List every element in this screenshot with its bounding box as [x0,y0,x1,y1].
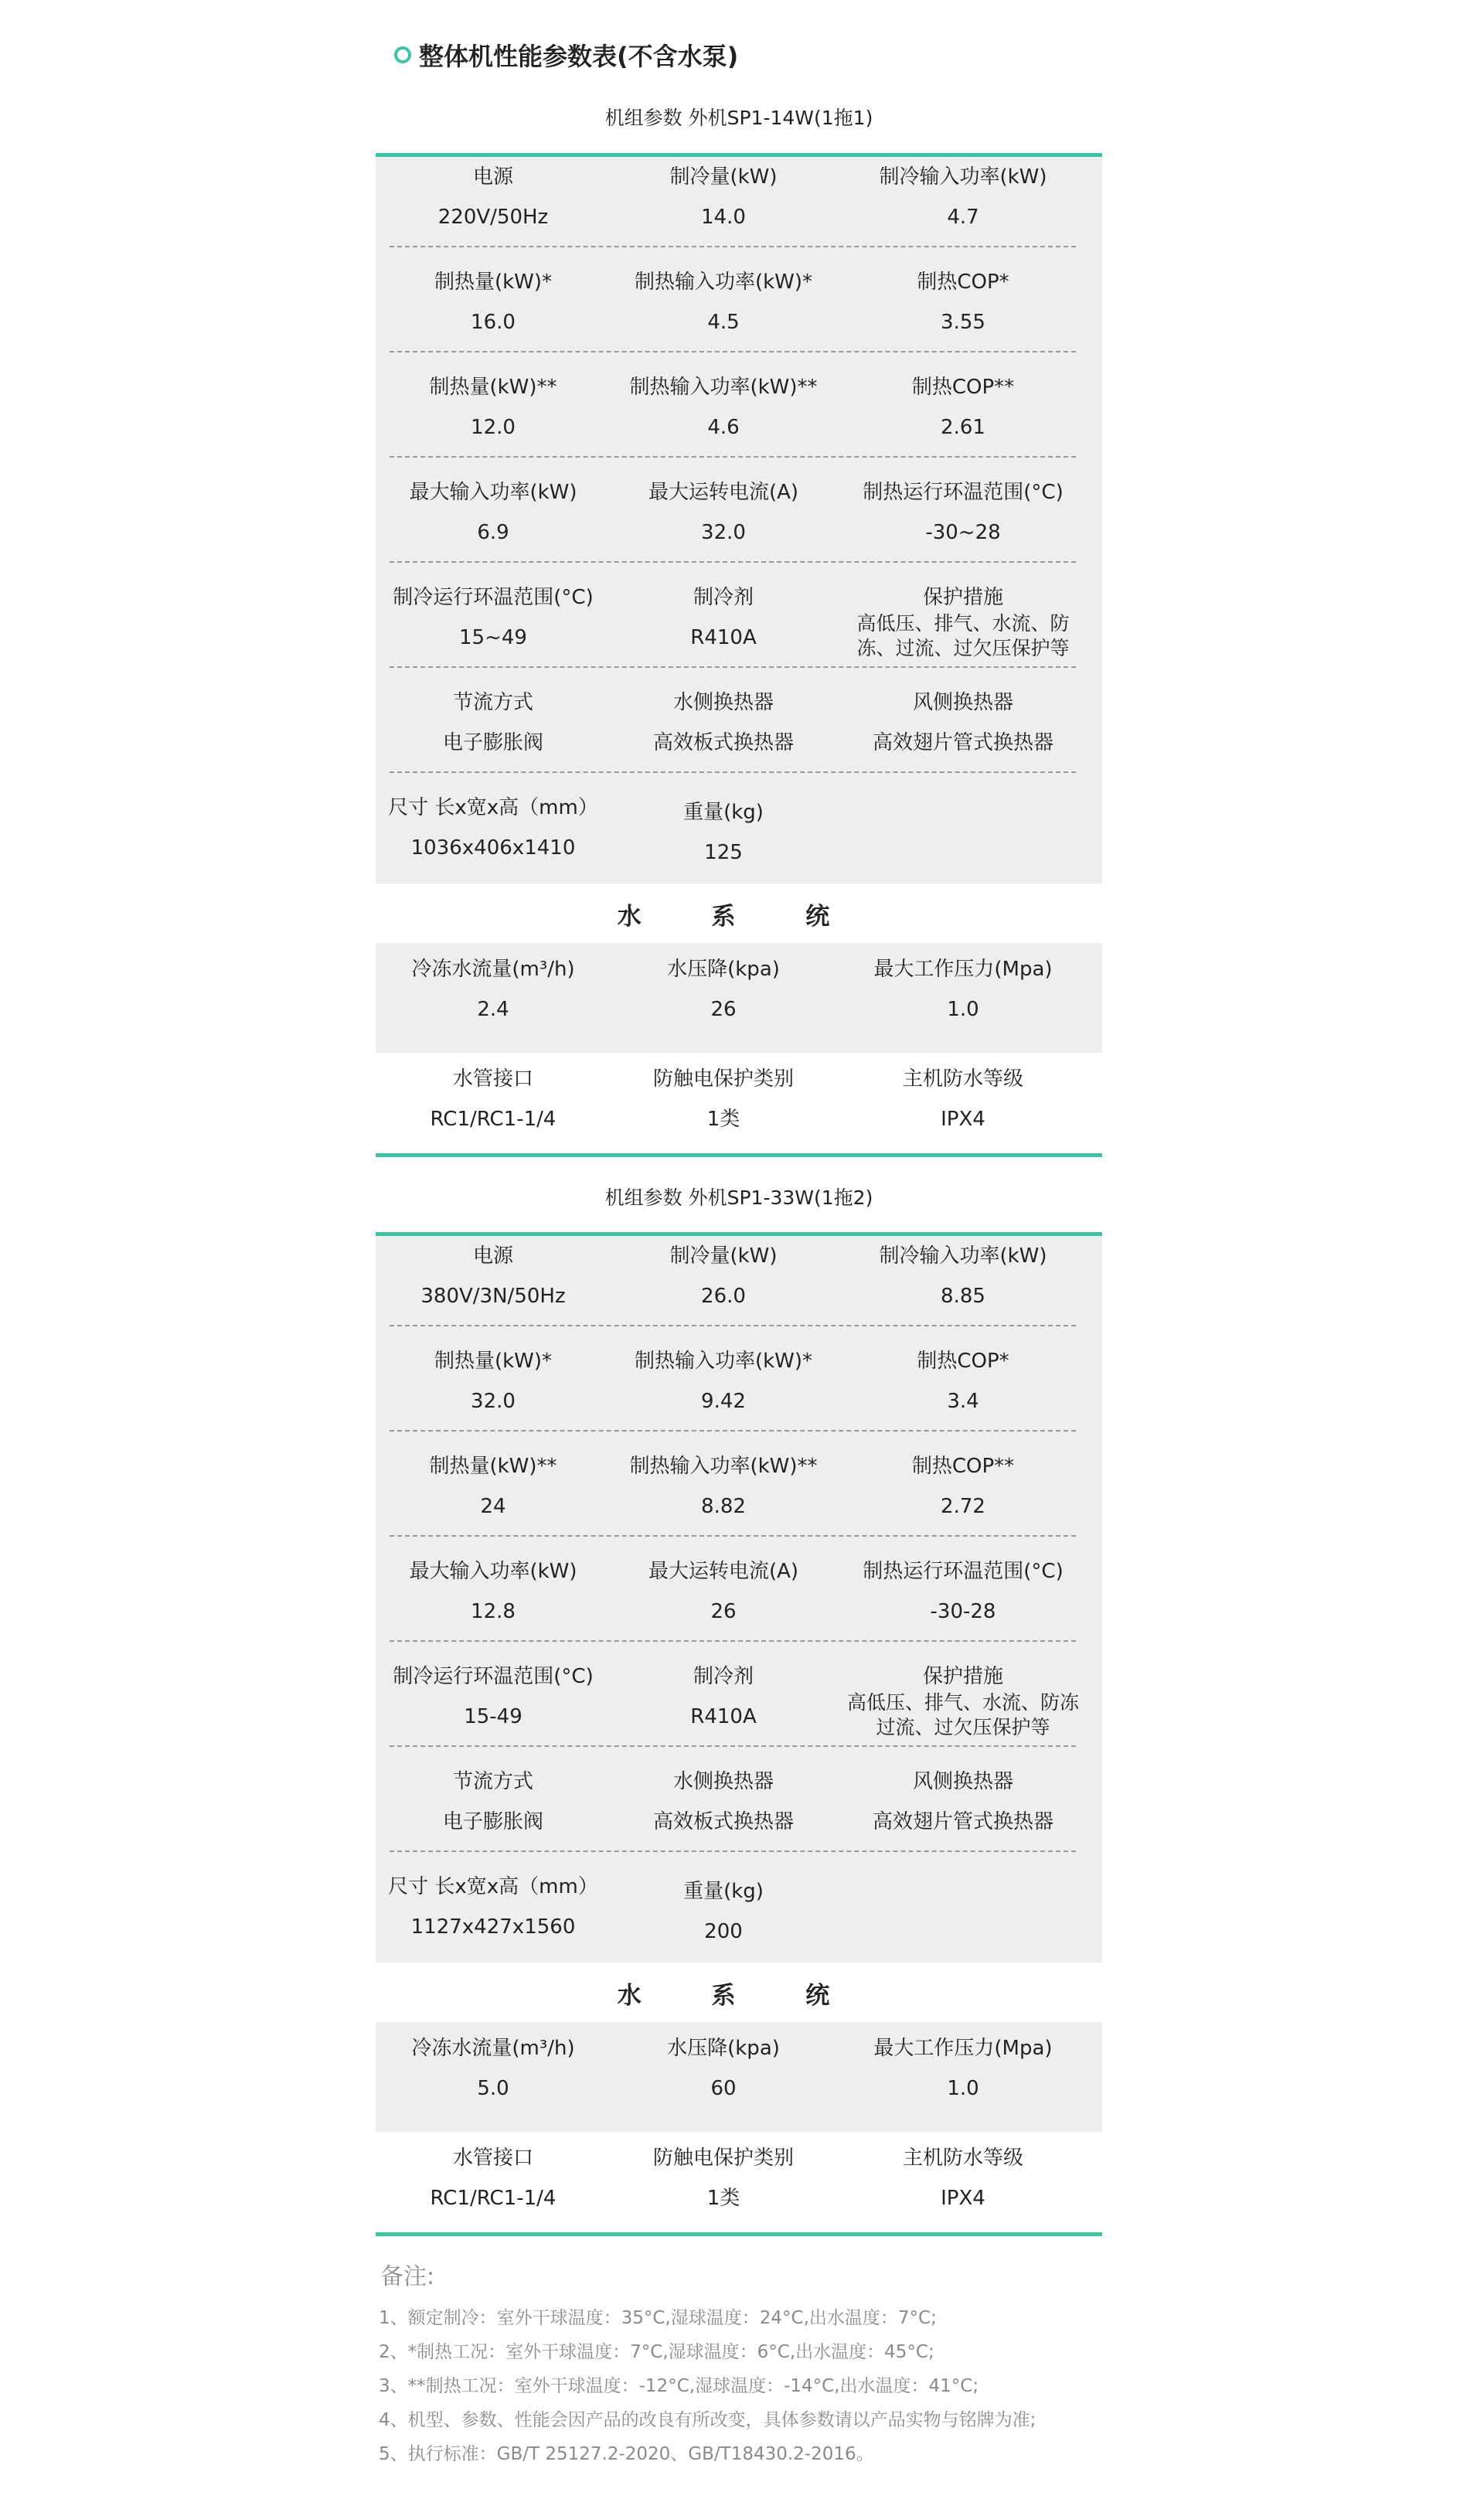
spec-row [376,472,1102,577]
spec-cell [608,577,839,650]
dashed-divider [390,246,1076,247]
spec-label: 水侧换热器 [672,1770,774,1793]
spec-label: 冷冻水流量(m³/h) [411,958,575,981]
spec-label: 制冷剂 [693,1665,754,1688]
spec-value: 4.6 [707,416,740,439]
spec-cell [608,1236,839,1309]
spec-cell [377,949,609,1022]
spec-value: 1127x427x1560 [410,1915,576,1939]
spec-value: 16.0 [471,311,516,334]
spec-label: 电源 [472,165,513,189]
dashed-divider [390,771,1076,773]
spec-label: 尺寸 长x宽x高（mm） [388,1875,598,1898]
spec-value: 60 [710,2077,737,2100]
spec-value: 200 [704,1920,743,1943]
spec-value: 高效板式换热器 [652,731,794,754]
note-item: 1、额定制冷：室外干球温度：35°C,湿球温度：24°C,出水温度：7°C; [379,2308,937,2328]
spec-label: 防触电保护类别 [652,1067,794,1091]
spec-cell [847,1551,1079,1624]
spec-label: 制热量(kW)** [429,376,557,399]
spec-value: RC1/RC1-1/4 [430,2187,556,2210]
dashed-divider [390,1325,1076,1326]
spec-label: 水侧换热器 [672,691,774,714]
spec-cell [377,367,609,440]
spec-value: RC1/RC1-1/4 [430,1108,556,1131]
spec-label: 制热输入功率(kW)* [634,1350,813,1373]
water-row [376,2028,1102,2133]
water-system-title: 水 系 统 [617,1982,861,2010]
water-system-title: 水 系 统 [617,903,861,931]
spec-row [376,1236,1102,1341]
spec-cell [608,157,839,230]
spec-cell [608,683,839,755]
spec-value: 9.42 [701,1390,746,1413]
spec-value: 3.55 [941,311,985,334]
spec-value: IPX4 [941,1108,985,1131]
spec-value: 1.0 [947,998,979,1021]
spec-cell [377,1656,609,1729]
spec-label: 制冷运行环温范围(°C) [393,1665,594,1688]
spec-value: 12.0 [471,416,516,439]
spec-value: 2.4 [477,998,509,1021]
spec-value: 26.0 [701,1285,746,1308]
spec-value: 高效翅片管式换热器 [872,1810,1053,1833]
spec-cell [377,2028,609,2101]
spec-value: 2.61 [941,416,985,439]
spec-value: 220V/50Hz [437,206,549,229]
spec-label: 制冷运行环温范围(°C) [393,586,594,609]
spec-cell [377,1446,609,1519]
spec-cell [847,1341,1079,1414]
spec-label: 水管接口 [452,1067,533,1091]
spec-cell [608,1059,839,1132]
spec-label: 制热COP* [917,1350,1009,1373]
spec-label: 防触电保护类别 [652,2147,794,2170]
spec-value: 2.72 [941,1495,985,1518]
dashed-divider [390,1535,1076,1537]
spec-cell [608,2138,839,2211]
spec-cell [377,472,609,545]
spec-cell [608,1551,839,1624]
spec-label: 最大运转电流(A) [648,481,799,504]
spec-cell [847,683,1079,755]
spec-cell [377,1236,609,1309]
spec-cell [847,1059,1079,1132]
spec-cell [847,577,1079,661]
spec-label: 重量(kg) [683,1880,764,1903]
water-row [376,949,1102,1054]
spec-label: 水压降(kpa) [667,2037,780,2060]
spec-cell [608,367,839,440]
spec-cell [608,1656,839,1729]
spec-value: 高低压、排气、水流、防冻过流、过欠压保护等 [847,1691,1080,1738]
spec-value: 32.0 [701,521,746,544]
dashed-divider [390,456,1076,458]
spec-row [376,367,1102,472]
spec-value: 高效板式换热器 [652,1810,794,1833]
spec-value: 125 [704,841,743,864]
spec-label: 制热COP* [917,271,1009,294]
spec-label: 制冷输入功率(kW) [879,165,1047,189]
spec-label: 水压降(kpa) [667,958,780,981]
dashed-divider [390,1745,1076,1747]
notes-title: 备注: [380,2263,435,2290]
spec-row [376,1446,1102,1551]
spec-value: 高效翅片管式换热器 [872,731,1053,754]
spec-value: 32.0 [471,1390,516,1413]
spec-cell [377,262,609,335]
spec-cell [847,472,1079,545]
spec-row [376,577,1102,683]
spec-label: 制热输入功率(kW)** [629,1455,818,1478]
spec-label: 最大工作压力(Mpa) [873,958,1053,981]
spec-value: 4.5 [707,311,740,334]
unit-caption: 机组参数 外机SP1-33W(1拖2) [604,1187,873,1209]
spec-label: 制热COP** [911,1455,1015,1478]
spec-label: 制热输入功率(kW)* [634,271,813,294]
spec-label: 风侧换热器 [912,1770,1013,1793]
spec-cell [377,1551,609,1624]
spec-cell [847,1762,1079,1834]
spec-cell [847,1656,1079,1740]
spec-cell [608,1446,839,1519]
note-item: 3、**制热工况：室外干球温度：-12°C,湿球温度：-14°C,出水温度：41°C; [379,2376,979,2396]
spec-label: 最大输入功率(kW) [409,481,577,504]
divider-line [376,1153,1102,1157]
spec-cell [377,1059,609,1132]
spec-label: 最大工作压力(Mpa) [873,2037,1053,2060]
spec-cell [608,1341,839,1414]
spec-cell [608,1867,839,1944]
spec-label: 节流方式 [452,1770,533,1793]
spec-label: 重量(kg) [683,801,764,824]
page-heading [394,37,738,73]
spec-label: 制冷量(kW) [669,1244,778,1268]
note-item: 5、执行标准：GB/T 25127.2-2020、GB/T18430.2-2016。 [379,2444,874,2464]
spec-label: 节流方式 [452,691,533,714]
spec-cell [847,157,1079,230]
spec-value: 电子膨胀阀 [442,731,543,754]
spec-row [376,1867,1102,1972]
spec-row [376,788,1102,893]
spec-label: 最大输入功率(kW) [409,1560,577,1583]
spec-label: 风侧换热器 [912,691,1013,714]
spec-label: 制热输入功率(kW)** [629,376,818,399]
spec-value: R410A [690,626,757,649]
spec-row [376,1762,1102,1867]
spec-label: 制热量(kW)** [429,1455,557,1478]
spec-label: 制热量(kW)* [434,1350,553,1373]
dashed-divider [390,1850,1076,1852]
spec-value: 5.0 [477,2077,509,2100]
spec-label: 制热运行环温范围(°C) [863,1560,1064,1583]
dashed-divider [390,1640,1076,1642]
spec-label: 制热COP** [911,376,1015,399]
spec-cell [847,262,1079,335]
spec-cell [377,683,609,755]
circle-icon [394,46,411,63]
spec-cell [608,1762,839,1834]
spec-value: 26 [710,1600,737,1623]
spec-cell [377,788,609,860]
spec-value: 8.85 [941,1285,985,1308]
spec-row [376,157,1102,262]
spec-cell [847,949,1079,1022]
spec-value: 1036x406x1410 [410,836,576,860]
spec-value: 15-49 [464,1705,522,1728]
spec-label: 尺寸 长x宽x高（mm） [388,796,598,819]
spec-value: R410A [690,1705,757,1728]
spec-value: 3.4 [947,1390,979,1413]
spec-value: 1类 [706,1108,740,1131]
spec-cell [847,2138,1079,2211]
spec-value: 12.8 [471,1600,516,1623]
spec-value: 电子膨胀阀 [442,1810,543,1833]
spec-value: 4.7 [947,206,979,229]
page-title: 整体机性能参数表(不含水泵) [419,42,739,71]
unit-caption: 机组参数 外机SP1-14W(1拖1) [604,107,873,129]
spec-cell [847,1446,1079,1519]
spec-value: 1.0 [947,2077,979,2100]
spec-cell [377,1867,609,1939]
spec-label: 最大运转电流(A) [648,1560,799,1583]
spec-value: 8.82 [701,1495,746,1518]
spec-label: 保护措施 [922,586,1003,609]
spec-value: -30-28 [930,1600,996,1623]
dashed-divider [390,1430,1076,1432]
spec-cell [847,367,1079,440]
spec-value: 1类 [706,2187,740,2210]
spec-cell [608,949,839,1022]
water-row [376,2138,1102,2243]
spec-value: 24 [480,1495,506,1518]
spec-cell [377,1762,609,1834]
spec-label: 主机防水等级 [902,2147,1023,2170]
spec-cell [847,2028,1079,2101]
water-row [376,1059,1102,1164]
spec-label: 电源 [472,1244,513,1268]
dashed-divider [390,561,1076,563]
spec-value: 高低压、排气、水流、防冻、过流、过欠压保护等 [856,612,1070,659]
spec-label: 保护措施 [922,1665,1003,1688]
note-item: 2、*制热工况：室外干球温度：7°C,湿球温度：6°C,出水温度：45°C; [379,2342,934,2362]
spec-cell [608,472,839,545]
spec-cell [608,788,839,865]
spec-cell [377,577,609,650]
spec-label: 冷冻水流量(m³/h) [411,2037,575,2060]
spec-row [376,1341,1102,1446]
spec-label: 制热运行环温范围(°C) [863,481,1064,504]
dashed-divider [390,351,1076,352]
spec-label: 制冷输入功率(kW) [879,1244,1047,1268]
spec-cell [377,2138,609,2211]
spec-label: 主机防水等级 [902,1067,1023,1091]
spec-value: -30~28 [925,521,1001,544]
spec-cell [847,1236,1079,1309]
spec-value: 15~49 [459,626,527,649]
spec-value: 6.9 [477,521,509,544]
spec-cell [608,2028,839,2101]
spec-cell [608,262,839,335]
dashed-divider [390,666,1076,668]
spec-label: 水管接口 [452,2147,533,2170]
spec-label: 制热量(kW)* [434,271,553,294]
note-item: 4、机型、参数、性能会因产品的改良有所改变，具体参数请以产品实物与铭牌为准; [379,2410,1036,2430]
spec-row [376,1656,1102,1762]
spec-label: 制冷量(kW) [669,165,778,189]
spec-value: 26 [710,998,737,1021]
spec-row [376,262,1102,367]
spec-row [376,1551,1102,1656]
spec-cell [377,157,609,230]
spec-row [376,683,1102,788]
spec-value: 14.0 [701,206,746,229]
spec-cell [377,1341,609,1414]
spec-value: 380V/3N/50Hz [420,1285,566,1308]
divider-line [376,2232,1102,2236]
spec-label: 制冷剂 [693,586,754,609]
spec-value: IPX4 [941,2187,985,2210]
